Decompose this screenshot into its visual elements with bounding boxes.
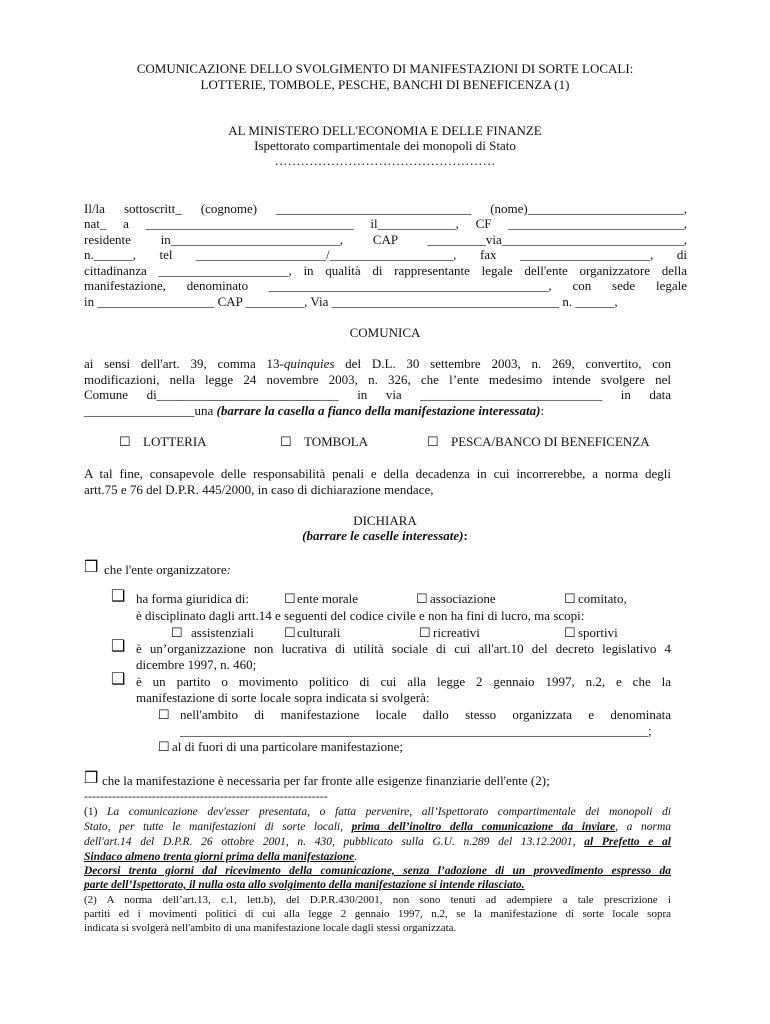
al-di-fuori-label: al di fuori di una particolare manifestazione; [172, 739, 404, 754]
ente-morale-label: ente morale [297, 591, 358, 606]
checkbox-tombola[interactable]: ☐ [280, 434, 292, 449]
onlus-line1: è un’organizzazione non lucrativa di utilità sociale di cui all'art.10 del decreto legislativo 4 [136, 641, 671, 656]
option-pesca-label: PESCA/BANCO DI BENEFICENZA [451, 434, 650, 449]
doc-title-line1: COMUNICAZIONE DELLO SVOLGIMENTO DI MANIFESTAZIONI DI SORTE LOCALI: [136, 61, 634, 76]
legal-line4: _________________una (barrare la casella a fianco della manifestazione interessata): [84, 403, 545, 418]
dichiara-heading: DICHIARA [353, 513, 417, 528]
note1-line4: Sindaco almeno trenta giorni prima della manifestazione. [84, 851, 358, 863]
option-tombola-label: TOMBOLA [304, 434, 369, 449]
checkbox-ente-morale[interactable]: ☐ [284, 591, 296, 606]
associazione-label: associazione [430, 591, 496, 606]
partito-line2: manifestazione di sorte locale sopra indicata si svolgerà: [136, 690, 430, 705]
checkbox-assistenziali[interactable]: ☐ [171, 625, 183, 640]
ente-label: che l'ente organizzatore: [104, 562, 231, 577]
checkbox-lotteria[interactable]: ☐ [119, 434, 131, 449]
checkbox-nell-ambito[interactable]: ☐ [158, 707, 170, 722]
checkbox-comitato[interactable]: ☐ [564, 591, 576, 606]
form-line-residence: residente in__________________________, CAP _________via____________________________, [84, 232, 687, 247]
checkbox-ente[interactable]: ❒ [84, 559, 99, 576]
fine-line1: A tal fine, consapevole delle responsabilità penali e della decadenza in cui incorrerebbe, a norma degli [84, 466, 671, 481]
legal-line2: modificazioni, nella legge 24 novembre 2003, n. 326, che l’ente medesimo intende svolgere nel [84, 372, 671, 387]
ricreativi-label: ricreativi [433, 625, 480, 640]
recipient-dots: …………………………………………… [274, 153, 496, 168]
nell-ambito-label: nell'ambito di manifestazione locale dallo stesso organizzata e denominata [180, 707, 671, 722]
checkbox-al-di-fuori[interactable]: ☐ [158, 739, 170, 754]
note1-line2: Stato, per tutte le manifestazioni di sorte locali, prima dell’inoltro della comunicazione da inviare, a norma [84, 821, 671, 833]
note1-line1: (1) La comunicazione dev'esser presentata, o fatta pervenire, all’Ispettorato compartimentale dei monopoli di [84, 806, 671, 818]
necessaria-label: che la manifestazione è necessaria per far fronte alle esigenze finanziarie dell'ente (2); [102, 773, 550, 788]
option-lotteria-label: LOTTERIA [143, 434, 207, 449]
note1-line6: parte dell’Ispettorato, il nulla osta allo svolgimento della manifestazione si intende rilasciato. [84, 879, 525, 891]
partito-line1: è un partito o movimento politico di cui alla legge 2 gennaio 1997, n.2, e che la [136, 674, 671, 689]
assistenziali-label: assistenziali [191, 625, 254, 640]
checkbox-culturali[interactable]: ☐ [284, 625, 296, 640]
disciplina-text: è disciplinato dagli artt.14 e seguenti del codice civile e non ha fini di lucro, ma scopi: [136, 608, 585, 623]
checkbox-associazione[interactable]: ☐ [416, 591, 428, 606]
recipient-line1: AL MINISTERO DELL'ECONOMIA E DELLE FINANZE [228, 123, 542, 138]
note2-line3: indicata si svolgerà nell'ambito di una manifestazione locale dagli stessi organizzata. [84, 922, 457, 934]
comunica-heading: COMUNICA [349, 325, 421, 340]
doc-title-line2: LOTTERIE, TOMBOLE, PESCHE, BANCHI DI BENEFICENZA (1) [200, 77, 570, 92]
legal-line3: Comune di____________________________ in via ____________________________ in data [84, 387, 671, 402]
checkbox-ricreativi[interactable]: ☐ [419, 625, 431, 640]
onlus-line2: dicembre 1997, n. 460; [136, 657, 257, 672]
forma-label: ha forma giuridica di: [136, 591, 249, 606]
note1-line3: dell'art.14 del D.P.R. 26 ottobre 2001, n. 430, pubblicato sulla G.U. n.289 del 13.12.2001, al Prefetto e al [84, 836, 671, 848]
form-line-surname: Il/la sottoscritt_ (cognome) ______________________________ (nome)________________________, [84, 201, 687, 216]
footnote-separator: ------------------------------------------------------------- [84, 789, 328, 803]
checkbox-partito[interactable]: ❑ [111, 671, 126, 688]
checkbox-necessaria[interactable]: ❒ [84, 770, 99, 787]
denominata-blank: ________________________________________________________________________; [180, 723, 652, 738]
form-line-denomination: manifestazione, denominato ___________________________________________, con sede legale [84, 278, 687, 293]
checkbox-pesca[interactable]: ☐ [427, 434, 439, 449]
culturali-label: culturali [297, 625, 341, 640]
sportivi-label: sportivi [578, 625, 618, 640]
dichiara-subtitle: (barrare le caselle interessate): [302, 528, 468, 543]
note2-line1: (2) A norma dell’art.13, c.1, lett.b), del D.P.R.430/2001, non sono tenuti ad adempiere a tale prescrizione i [84, 894, 671, 906]
legal-line1: ai sensi dell'art. 39, comma 13-quinquies del D.L. 30 settembre 2003, n. 269, convertito, con [84, 356, 671, 371]
form-line-birth: nat_ a ________________________________ il____________, CF ___________________________, [84, 216, 687, 231]
form-line-address: in __________________ CAP _________, Via ___________________________________ n. ______, [84, 294, 618, 309]
form-line-contacts: n.______, tel ____________________/___________________, fax ____________________, di [84, 247, 687, 262]
recipient-line2: Ispettorato compartimentale dei monopoli di Stato [254, 138, 516, 153]
checkbox-sportivi[interactable]: ☐ [564, 625, 576, 640]
note1-line5: Decorsi trenta giorni dal ricevimento della comunicazione, senza l’adozione di un provvedimento espresso da [84, 865, 671, 877]
fine-line2: artt.75 e 76 del D.P.R. 445/2000, in caso di dichiarazione mendace, [84, 482, 434, 497]
checkbox-forma-giuridica[interactable]: ❑ [111, 588, 126, 605]
comitato-label: comitato, [578, 591, 627, 606]
form-line-citizenship: cittadinanza ____________________, in qualità di rappresentante legale dell'ente organizzatore della [84, 263, 687, 278]
checkbox-onlus[interactable]: ❑ [111, 638, 126, 655]
note2-line2: partiti ed i movimenti politici di cui alla legge 2 gennaio 1997, n.2, se la manifestazione di sorte locale sopra [84, 908, 671, 920]
